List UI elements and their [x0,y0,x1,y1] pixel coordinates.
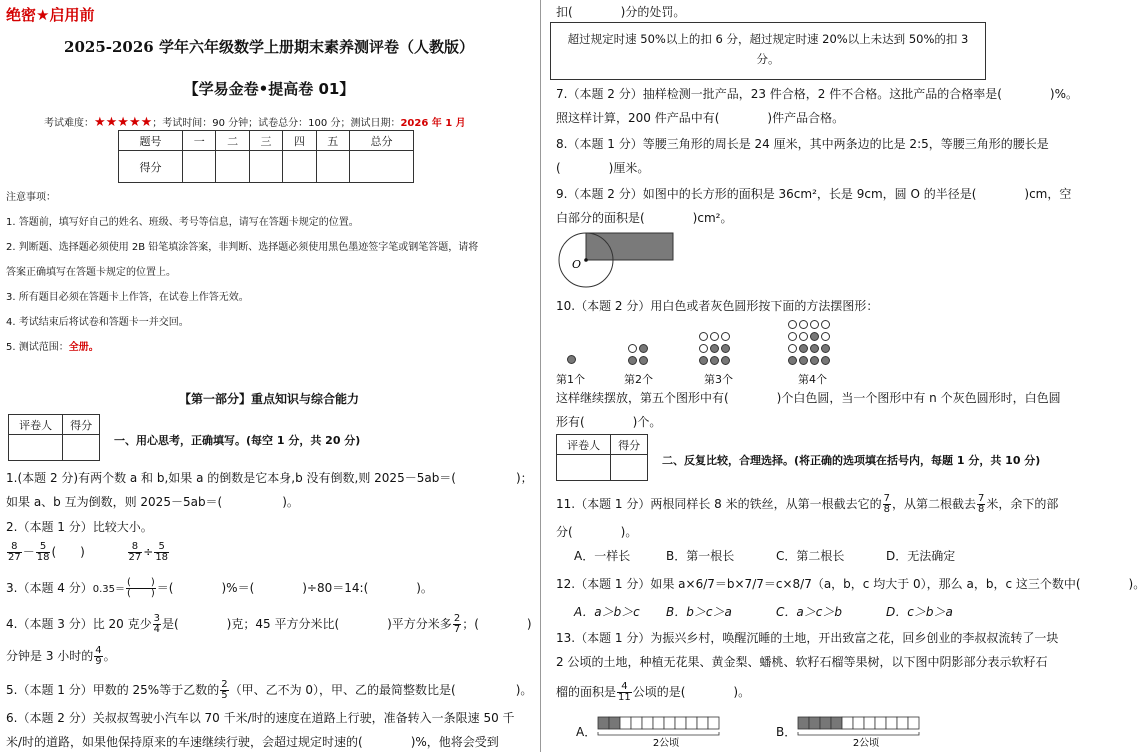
white-circle [710,332,719,341]
gray-circle [710,356,719,365]
bar-label: 2公顷 [652,738,680,749]
gray-circle [721,356,730,365]
note-item: 1. 答题前，填写好自己的姓名、班级、考号等信息，请写在答题卡规定的位置。 [6,217,359,228]
shaded-segment [598,717,609,729]
question-8-line1: 8.（本题 1 分）等腰三角形的周长是 24 厘米，其中两条边的比是 2:5，等腰三角形的腰长是 [556,137,1049,151]
white-circle [821,320,830,329]
grader-score-label: 得分 [63,415,100,435]
penalty-rule-box [550,22,986,80]
question-2: 2.（本题 1 分）比较大小。 [6,520,153,534]
circle-center [584,258,588,262]
question-3: 3.（本题 4 分）0.35＝ $\frac{( )}{( )}$ ＝( )%＝( )÷80＝14:( )。 [6,577,433,599]
pattern-2 [627,343,649,367]
left-page [0,0,538,752]
score-table-header: 一 [183,131,216,151]
option-b[interactable]: B．第一根长 [666,549,735,563]
option-a[interactable]: A． [576,725,597,739]
white-circle [788,320,797,329]
exam-meta [44,114,466,130]
secret-label: 绝密★启用前 [6,6,95,24]
note-item: 4. 考试结束后将试卷和答题卡一并交回。 [6,317,189,328]
score-table-header: 二 [216,131,249,151]
option-a-bar-figure [596,715,736,751]
bar-bracket [598,732,719,735]
gray-circle [810,332,819,341]
gray-circle [821,356,830,365]
gray-circle [628,356,637,365]
white-circle [699,344,708,353]
question-4-line1: 4.（本题 3 分）比 20 克少 $\frac{3}{4}$ 是( )克；45 平方分米比( )平方分米多 $\frac{2}{7}$ ；( ) [6,613,532,635]
bar-segment [886,717,897,729]
section1-title: 一、用心思考，正确填写。(每空 1 分，共 20 分) [114,434,361,447]
question-13-line1: 13.（本题 1 分）为振兴乡村，唤醒沉睡的土地，开出致富之花，回乡创业的李叔叔流转了一块 [556,631,1059,645]
score-cell [216,151,249,183]
option-a[interactable]: A．a＞b＞c [574,605,640,619]
section2-title: 二、反复比较，合理选择。(将正确的选项填在括号内，每题 1 分，共 10 分) [662,454,1041,467]
score-table-header: 题号 [119,131,183,151]
pattern-label: 第2个 [624,373,653,386]
question-10-line1: 10.（本题 2 分）用白色或者灰色圆形按下面的方法摆图形： [556,299,879,313]
white-circle [810,320,819,329]
gray-circle [821,344,830,353]
option-d[interactable]: D．无法确定 [886,549,956,563]
score-cell [316,151,349,183]
question-2-compare: $\frac{8}{27}$ － $\frac{5}{18}$ ( ) $\frac{8}{27}$ ÷ $\frac{5}{18}$ [8,541,169,563]
exam-subtitle: 【学易金卷•提高卷 01】 [183,80,355,98]
difficulty-stars: ★★★★★ [94,115,153,130]
right-page [544,0,1145,752]
white-circle [821,332,830,341]
white-circle [699,332,708,341]
question-10-line2: 这样继续摆放，第五个图形中有( )个白色圆，当一个图形中有 n 个灰色圆形时，白色圆 [556,391,1061,405]
pattern-3 [698,331,731,367]
bar-segment [875,717,886,729]
option-a[interactable]: A．一样长 [574,549,631,563]
gray-circle [699,356,708,365]
question-11-line2: 分( )。 [556,525,638,539]
option-c[interactable]: C．第二根长 [776,549,845,563]
white-circle [788,344,797,353]
question-6-continued: 扣( )分的处罚。 [556,5,686,19]
bar-segment [697,717,708,729]
circle-rectangle-figure [556,230,676,290]
gray-circle [799,356,808,365]
bar-segment [653,717,664,729]
score-table-header: 四 [283,131,316,151]
grader-box [556,434,648,481]
penalty-rule-line: 超过规定时速 50%以上的扣 6 分，超过规定时速 20%以上未达到 50%的扣 3 [567,32,969,46]
question-8-line2: ( )厘米。 [556,161,650,175]
test-scope: 全册。 [68,342,99,353]
question-1-line2: 如果 a、b 互为倒数，则 2025－5ab＝( )。 [6,495,299,509]
shaded-segment [831,717,842,729]
white-circle [628,344,637,353]
bar-segment [708,717,719,729]
bar-label: 2公顷 [852,738,880,749]
white-circle [799,332,808,341]
grader-cell [63,435,100,461]
question-4-line2: 分钟是 3 小时的 $\frac{4}{9}$ 。 [6,645,116,667]
gray-circle [639,344,648,353]
bar-segment [664,717,675,729]
question-5: 5.（本题 1 分）甲数的 25%等于乙数的 $\frac{2}{5}$ （甲、乙不为 0），甲、乙的最简整数比是( )。 [6,679,533,701]
question-13-line3: 榴的面积是 $\frac{4}{11}$ 公顷的是( )。 [556,681,751,703]
gray-circle [567,355,576,364]
pattern-1 [566,354,577,366]
score-table-header: 总分 [349,131,413,151]
question-6-line2: 米/时的道路，如果他保持原来的车速继续行驶，会超过规定时速的( )%，他将会受到 [6,735,499,749]
question-10-line3: 形有( )个。 [556,415,662,429]
score-table-header: 三 [249,131,282,151]
bar-segment [864,717,875,729]
note-item: 答案正确填写在答题卡规定的位置上。 [6,267,176,278]
score-cell [183,151,216,183]
pattern-label: 第3个 [704,373,733,386]
circle-center-label: O [572,258,582,271]
option-d[interactable]: D．c＞b＞a [886,605,953,619]
gray-circle [721,344,730,353]
option-c[interactable]: C．a＞c＞b [776,605,842,619]
question-9-line2: 白部分的面积是( )cm²。 [556,211,733,225]
score-table [118,130,414,183]
question-11-line1: 11.（本题 1 分）两根同样长 8 米的铁丝，从第一根截去它的 $\frac{7}{8}$ ，从第二根截去 $\frac{7}{8}$ 米，余下的部 [556,493,1059,515]
pattern-label: 第1个 [556,373,585,386]
question-11-options [574,548,1054,564]
gray-circle [810,344,819,353]
notes-title: 注意事项： [6,192,56,203]
grader-label: 评卷人 [557,435,611,455]
question-12-options [574,604,1054,620]
note-item: 5. 测试范围：全册。 [6,342,99,353]
meta-info: ；考试时间：90 分钟；试卷总分：100 分；测试日期： [152,118,401,129]
shaded-segment [798,717,809,729]
gray-circle [710,344,719,353]
shaded-rectangle [586,233,673,260]
score-cell [283,151,316,183]
shaded-segment [820,717,831,729]
grader-score-label: 得分 [611,435,648,455]
bar-segment [842,717,853,729]
option-b[interactable]: B． [776,725,797,739]
bar-segment [631,717,642,729]
note-item: 3. 所有题目必须在答题卡上作答，在试卷上作答无效。 [6,292,249,303]
bar-bracket [798,732,919,735]
question-13-line2: 2 公顷的土地，种植无花果、黄金梨、蟠桃、软籽石榴等果树，以下图中阴影部分表示软籽石 [556,655,1048,669]
white-circle [721,332,730,341]
bar-segment [620,717,631,729]
gray-circle [810,356,819,365]
grader-box [8,414,100,461]
pattern-4 [787,319,831,367]
exam-date: 2026 年 1 月 [400,118,466,129]
score-row-label: 得分 [119,151,183,183]
shaded-segment [609,717,620,729]
question-12: 12.（本题 1 分）如果 a×6/7＝b×7/7＝c×8/7（a，b，c 均大于 0），那么 a，b，c 这三个数中( )。 [556,577,1145,591]
score-cell [249,151,282,183]
bar-segment [675,717,686,729]
difficulty-label: 考试难度： [44,118,94,129]
shaded-segment [809,717,820,729]
option-b[interactable]: B．b＞c＞a [666,605,732,619]
question-7-line2: 照这样计算，200 件产品中有( )件产品合格。 [556,111,845,125]
grader-label: 评卷人 [9,415,63,435]
bar-segment [897,717,908,729]
bar-segment [642,717,653,729]
grader-cell [9,435,63,461]
part1-title: 【第一部分】重点知识与综合能力 [178,392,359,406]
gray-circle [799,344,808,353]
question-6-line1: 6.（本题 2 分）关叔叔驾驶小汽车以 70 千米/时的速度在道路上行驶，准备转入一条限速 50 千 [6,711,515,725]
bar-segment [686,717,697,729]
white-circle [799,320,808,329]
score-cell [349,151,413,183]
grader-cell [611,455,648,481]
page-divider [540,0,541,752]
grader-cell [557,455,611,481]
bar-segment [853,717,864,729]
pattern-label: 第4个 [798,373,827,386]
gray-circle [639,356,648,365]
option-b-bar-figure [796,715,936,751]
penalty-rule-line: 分。 [756,52,780,66]
exam-title: 2025-2026 学年六年级数学上册期末素养测评卷（人教版） [64,38,474,56]
question-9-line1: 9.（本题 2 分）如图中的长方形的面积是 36cm²，长是 9cm，圆 O 的半径是( )cm，空 [556,187,1072,201]
score-table-header: 五 [316,131,349,151]
question-1-line1: 1.(本题 2 分)有两个数 a 和 b,如果 a 的倒数是它本身,b 没有倒数,则 2025－5ab＝( )； [6,471,533,485]
gray-circle [788,356,797,365]
bar-segment [908,717,919,729]
note-item: 2. 判断题、选择题必须使用 2B 铅笔填涂答案，非判断、选择题必须使用黑色墨迹签字笔或钢笔答题，请将 [6,242,479,253]
question-7-line1: 7.（本题 2 分）抽样检测一批产品，23 件合格，2 件不合格。这批产品的合格率是( )%。 [556,87,1079,101]
white-circle [788,332,797,341]
